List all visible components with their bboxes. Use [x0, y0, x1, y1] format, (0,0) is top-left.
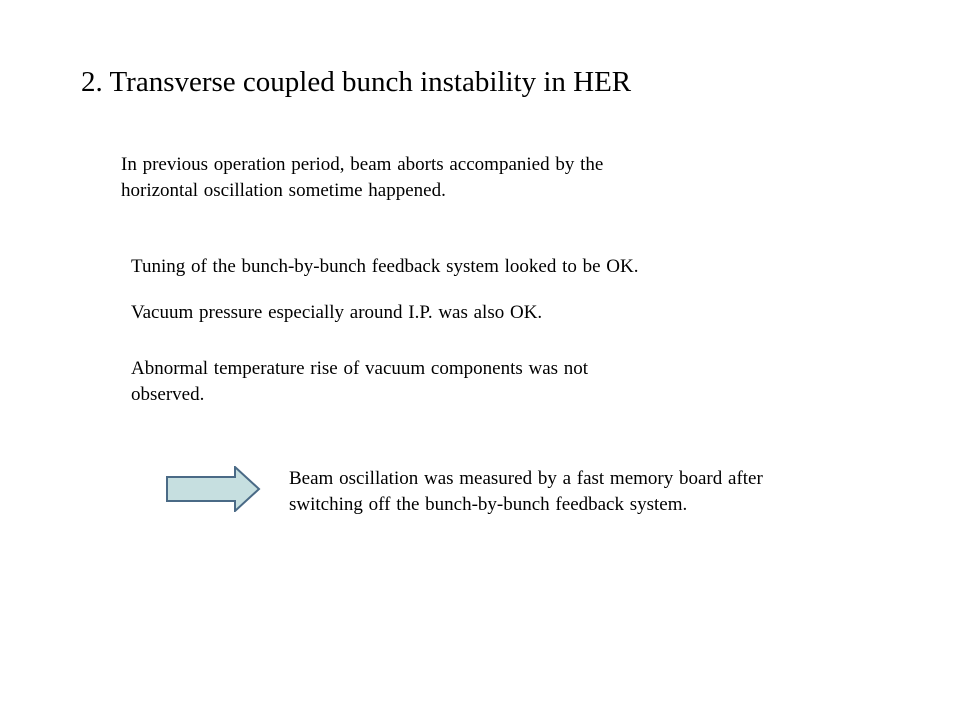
slide-title: 2. Transverse coupled bunch instability in HER — [81, 66, 632, 98]
arrow-shape — [167, 467, 259, 511]
previous-operation-line-2: horizontal oscillation sometime happened. — [121, 180, 446, 201]
temperature-paragraph — [131, 356, 731, 408]
previous-operation-line-1: In previous operation period, beam aborts accompanied by the — [121, 154, 604, 175]
previous-operation-paragraph — [121, 152, 741, 204]
vacuum-pressure-paragraph: Vacuum pressure especially around I.P. was also OK. — [131, 302, 543, 323]
measurement-line-2: switching off the bunch-by-bunch feedback system. — [289, 494, 688, 515]
right-arrow-icon — [165, 466, 261, 512]
measurement-paragraph — [289, 466, 909, 518]
feedback-tuning-paragraph: Tuning of the bunch-by-bunch feedback system looked to be OK. — [131, 256, 639, 277]
temperature-line-1: Abnormal temperature rise of vacuum components was not — [131, 358, 589, 379]
measurement-line-1: Beam oscillation was measured by a fast memory board after — [289, 468, 763, 489]
temperature-line-2: observed. — [131, 384, 205, 405]
